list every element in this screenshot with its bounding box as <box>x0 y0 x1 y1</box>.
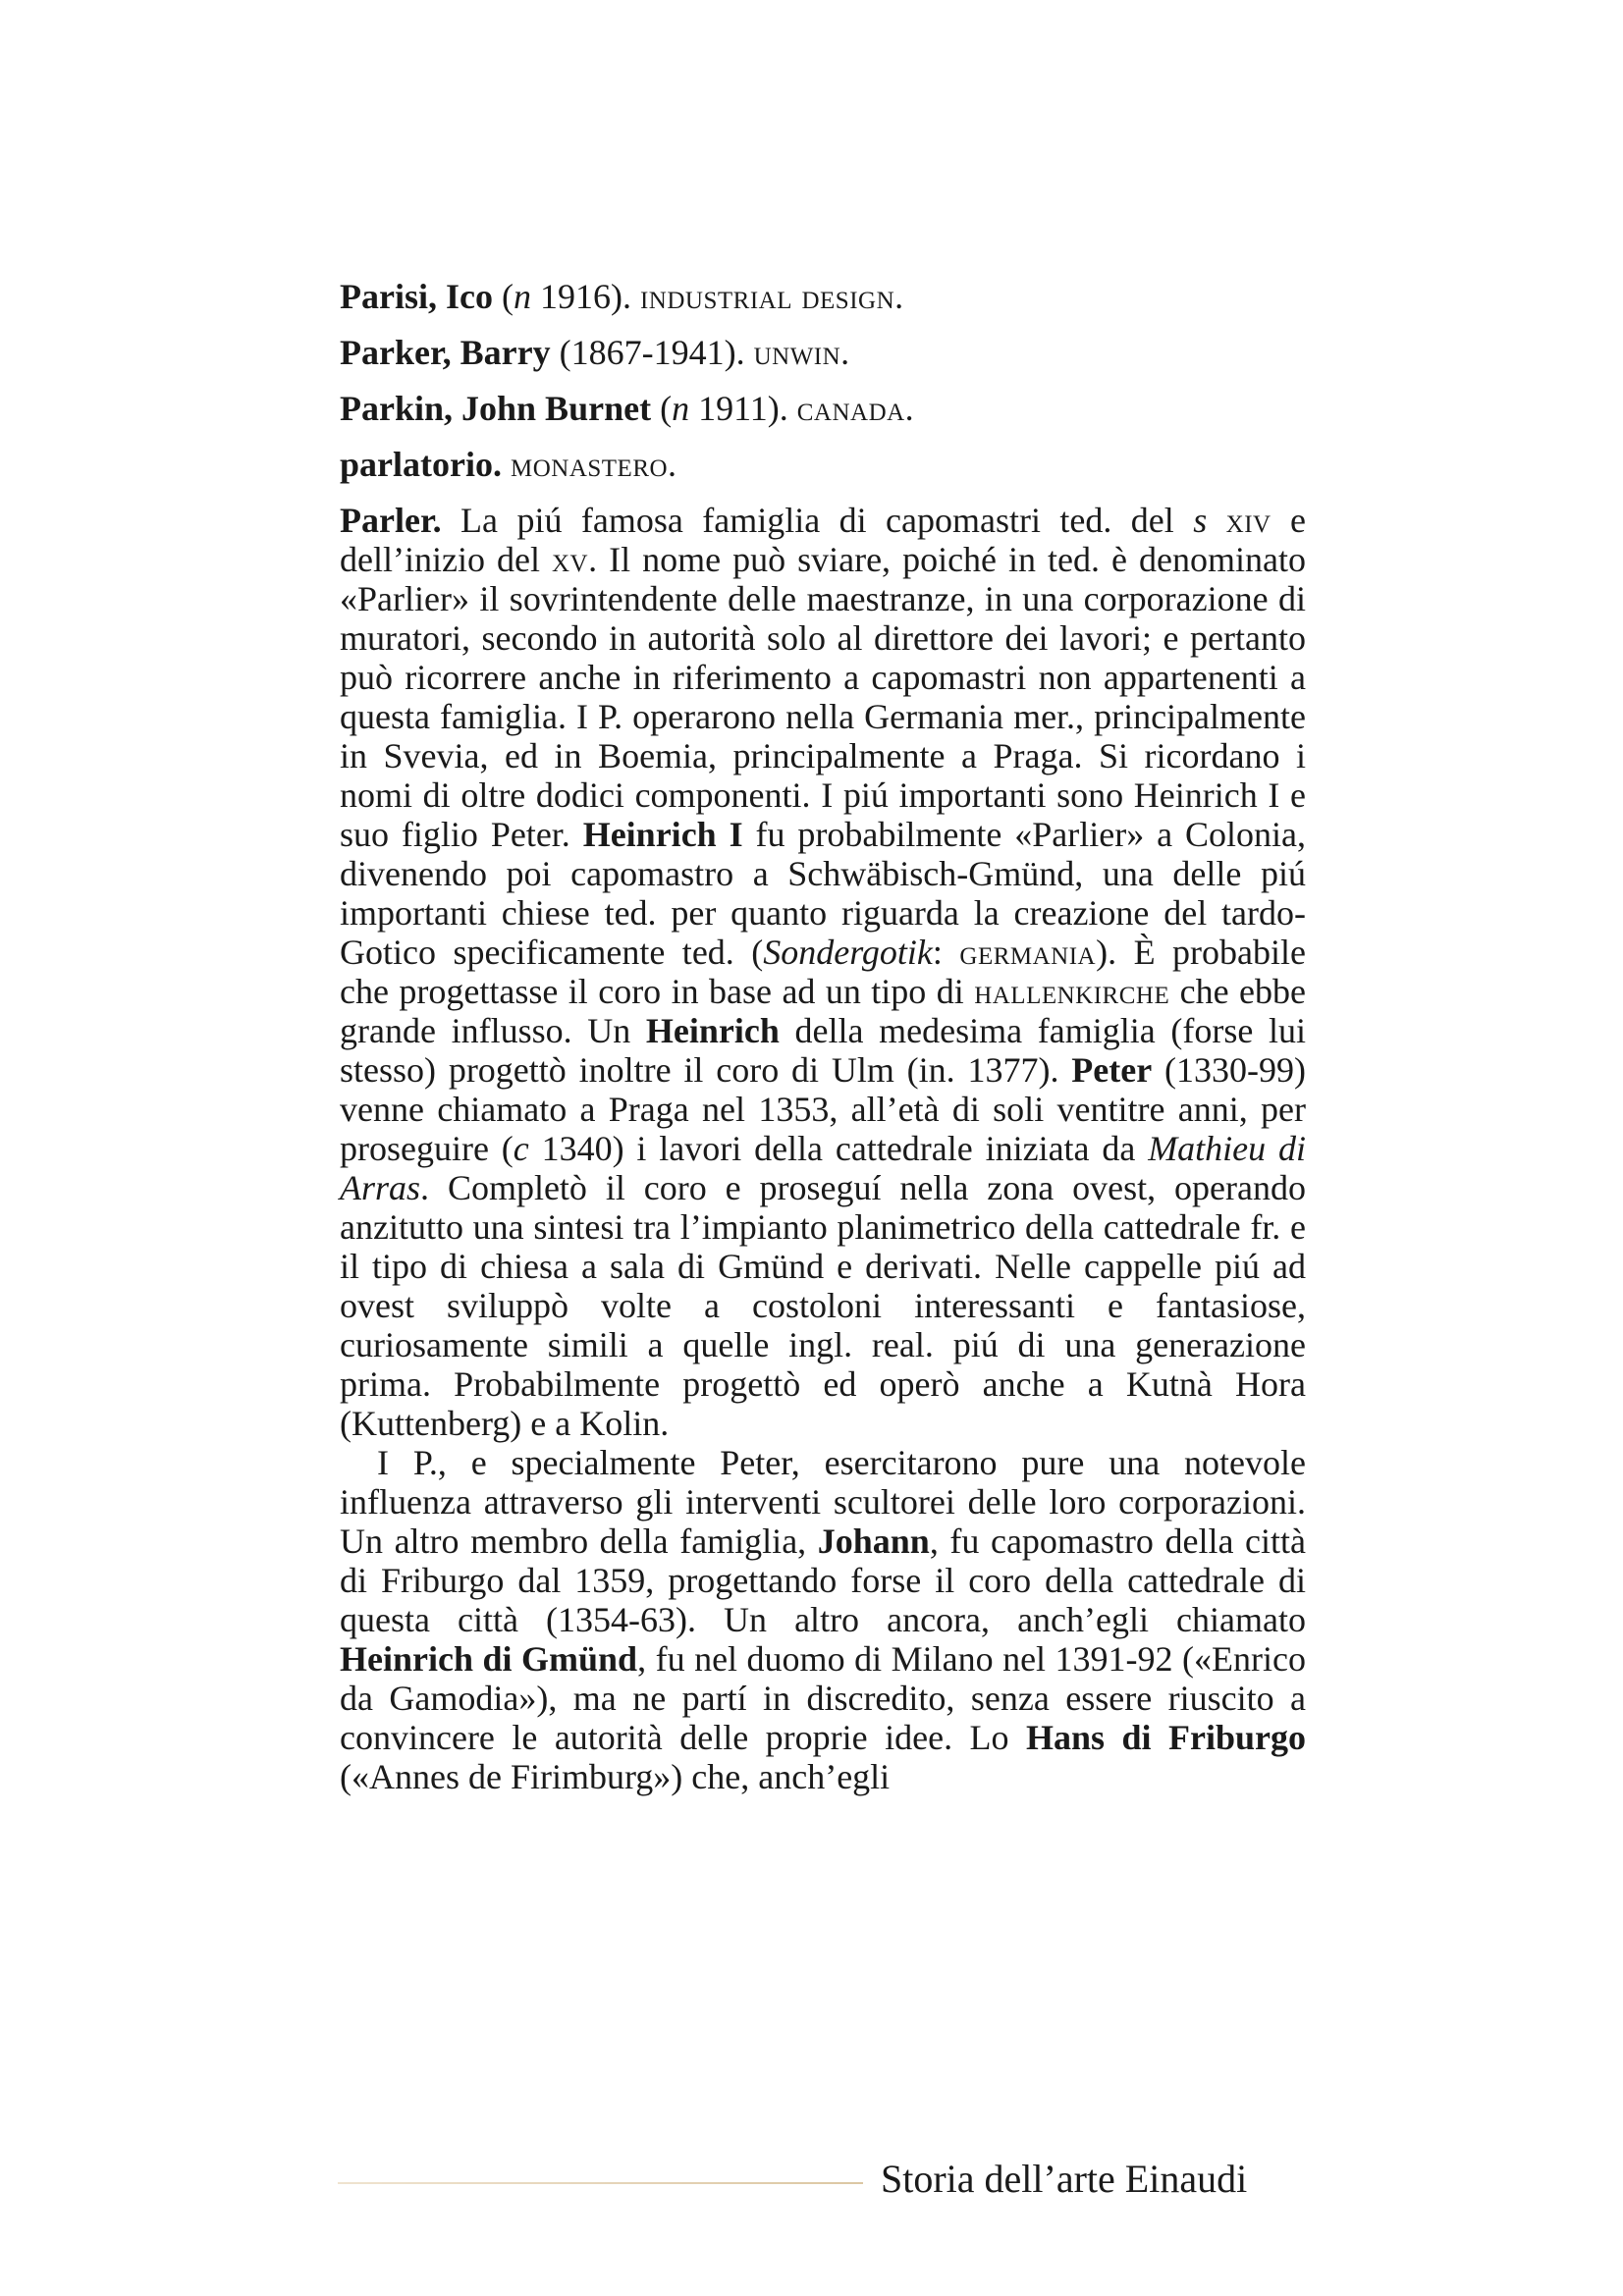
entry-text: . Completò il coro e proseguí nella zona ovest, operando anzitutto una sintesi tra l’impianto planimetrico della cattedrale fr. e il tipo di chiesa a sala di Gmünd e derivati. Nelle cappelle piú ad ovest sviluppò volte a costoloni interessanti e fantasiose, curiosamente simili a quelle ingl. real. piú di una generazione prima. Probabilmente progettò ed operò anche a Kutnà Hora (Kuttenberg) e a Kolin. <box>340 1168 1306 1443</box>
cross-reference[interactable]: unwin. <box>753 333 850 372</box>
cross-reference[interactable]: monastero. <box>510 445 677 484</box>
italic-term: Sondergotik <box>763 933 933 972</box>
bold-name: Heinrich di Gmünd <box>340 1639 638 1679</box>
entry-date: 1916 <box>530 277 611 316</box>
entry-text: ). <box>767 389 797 428</box>
entry-text: La piú famosa famiglia di capomastri ted. del <box>441 501 1194 540</box>
entry-date: 1911 <box>689 389 768 428</box>
entry-text <box>1207 501 1225 540</box>
footer-rule <box>338 2182 863 2184</box>
born-abbrev: n <box>672 389 690 428</box>
entry-parlatorio <box>340 445 1306 484</box>
entry-text: . Il nome può sviare, poiché in ted. è denominato «Parlier» il sovrintendente delle maestranze, in una corporazione di muratori, secondo in autorità solo al direttore dei lavori; e pertanto può ricorrere anche in riferimento a capomastri non appartenenti a questa famiglia. I P. operarono nella Germania mer., principalmente in Svevia, ed in Boemia, principalmente a Praga. Si ricordano i nomi di oltre dodici componenti. I piú importanti sono Heinrich I e suo figlio Peter. <box>340 540 1307 854</box>
bold-name: Heinrich I <box>582 815 743 854</box>
headword: Parler. <box>340 501 442 540</box>
cross-reference[interactable]: germania <box>959 933 1097 972</box>
entry-text: : <box>932 933 960 972</box>
born-abbrev: n <box>513 277 531 316</box>
century-numeral: xiv <box>1225 501 1271 540</box>
entry-text: e dell’inizio del <box>340 501 1306 579</box>
entry-text: ( <box>492 277 514 316</box>
entry-text: 1340) i lavori della cattedrale iniziata da <box>528 1129 1149 1168</box>
headword: Parkin, John Burnet <box>340 389 652 428</box>
entry-text: (1330-99) venne chiamato a Praga nel 1353, all’età di soli ventitre anni, per proseguire ( <box>340 1050 1306 1168</box>
cross-reference[interactable]: canada. <box>796 389 915 428</box>
entry-dates: (1867-1941). <box>550 333 754 372</box>
italic-name: Mathieu di Arras <box>340 1129 1306 1207</box>
entry-text <box>502 445 511 484</box>
entry-parker <box>340 333 1306 372</box>
entry-text: , fu nel duomo di Milano nel 1391-92 («Enrico da Gamodia»), ma ne partí in discredito, senza essere riuscito a convincere le autorità delle proprie idee. Lo <box>340 1639 1306 1757</box>
entry-text: , fu capomastro della città di Friburgo dal 1359, progettando forse il coro della cattedrale di questa città (1354-63). Un altro ancora, anch’egli chiamato <box>340 1522 1306 1639</box>
entry-text: ( <box>651 389 673 428</box>
entry-text: ). È probabile che progettasse il coro in base ad un tipo di <box>340 933 1306 1011</box>
bold-name: Johann <box>817 1522 930 1561</box>
cross-reference[interactable]: hallenkirche <box>974 972 1170 1011</box>
bold-name: Heinrich <box>645 1011 780 1050</box>
main-text <box>340 277 1306 1796</box>
entry-text: I P., e specialmente Peter, esercitarono pure una notevole influenza attraverso gli interventi scultorei delle loro corporazioni. Un altro membro della famiglia, <box>340 1443 1306 1561</box>
entry-text: ). <box>610 277 640 316</box>
circa-abbrev: c <box>513 1129 529 1168</box>
entry-text: della medesima famiglia (forse lui stesso) progettò inoltre il coro di Ulm (in. 1377). <box>340 1011 1306 1090</box>
entry-text: («Annes de Firimburg») che, anch’egli <box>340 1757 891 1796</box>
headword: Parisi, Ico <box>340 277 493 316</box>
entry-parkin <box>340 389 1306 428</box>
bold-name: Hans di Friburgo <box>1026 1718 1306 1757</box>
cross-reference[interactable]: industrial design. <box>639 277 904 316</box>
entry-parler <box>340 501 1306 1443</box>
entry-text: fu probabilmente «Parlier» a Colonia, divenendo poi capomastro a Schwäbisch-Gmünd, una delle piú importanti chiese ted. per quanto riguarda la creazione del tardo-Gotico specificamente ted. ( <box>340 815 1306 972</box>
headword: Parker, Barry <box>340 333 551 372</box>
headword: parlatorio. <box>340 445 502 484</box>
entry-text: che ebbe grande influsso. Un <box>340 972 1307 1050</box>
century-numeral: xv <box>551 540 589 579</box>
entry-parler-continued <box>340 1443 1306 1796</box>
footer-title: Storia dell’arte Einaudi <box>881 2157 1248 2201</box>
entry-parisi <box>340 277 1306 316</box>
bold-name: Peter <box>1071 1050 1153 1090</box>
century-abbrev: s <box>1193 501 1208 540</box>
